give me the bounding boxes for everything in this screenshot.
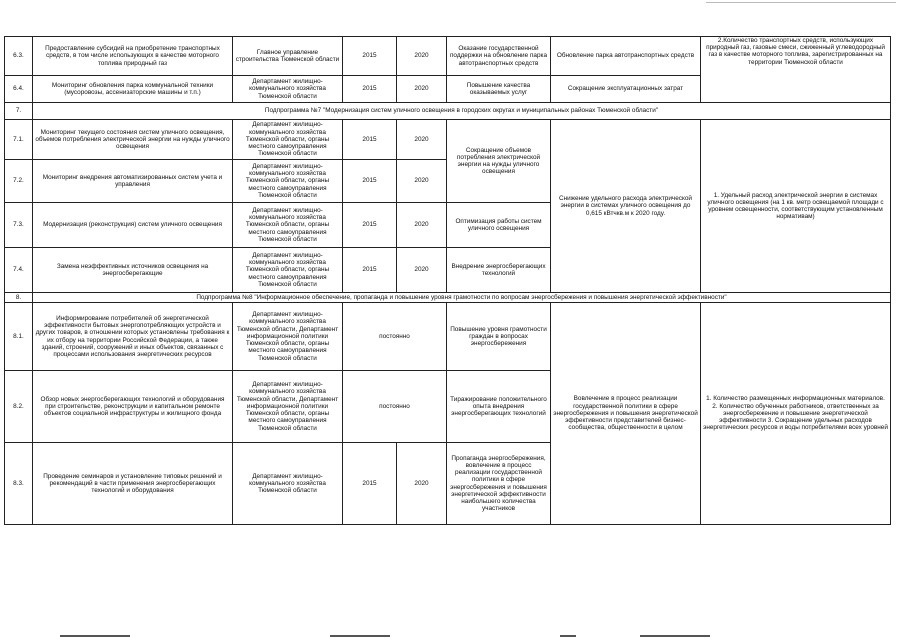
scan-edge-line [706, 2, 896, 3]
executor-cell: Департамент жилищно-коммунального хозяйства Тюменской области, органы местного самоуправления Тюменской области [233, 120, 343, 160]
row-number: 7.4. [5, 248, 33, 293]
indicator-cell: Пропаганда энергосбережения, вовлечение в процесс реализации государственной политики в сфере энергосбережения и повышения энергетической эффективности наибольшего количества участников [447, 443, 551, 525]
end-year-cell: 2020 [397, 160, 447, 203]
program-table [4, 36, 891, 525]
subprogram-title: Подпрограмма №8 "Информационное обеспечение, пропаганда и повышение уровня грамотности по вопросам энергосбережения и повышения энергетической эффективности" [33, 293, 891, 303]
event-cell: Мониторинг текущего состояния систем уличного освещения, объемов потребления электрической энергии на нужды уличного освещения [33, 120, 233, 160]
event-cell: Мониторинг обновления парка коммунальной техники (мусоровозы, ассенизаторские машины и т.п.) [33, 76, 233, 103]
result-cell: Снижение удельного расхода электрической энергии в системах уличного освещения до 0,615 кВтчкв.м к 2020 году. [551, 120, 701, 293]
subprogram-title: Подпрограмма №7 "Модернизация систем уличного освещения в городских округах и муниципальных районах Тюменской области" [33, 103, 891, 120]
executor-cell: Департамент жилищно-коммунального хозяйства Тюменской области, Департамент информационной политики Тюменской области, органы местного самоуправления Тюменской области [233, 371, 343, 443]
executor-cell: Главное управление строительства Тюменской области [233, 37, 343, 76]
executor-cell: Департамент жилищно-коммунального хозяйства Тюменской области [233, 443, 343, 525]
row-number: 8. [5, 293, 33, 303]
row-number: 7.1. [5, 120, 33, 160]
end-year-cell: 2020 [397, 203, 447, 248]
event-cell: Предоставление субсидий на приобретение транспортных средств, в том числе использующих в качестве моторного топлива природный газ [33, 37, 233, 76]
period-cell: постоянно [343, 371, 447, 443]
row-number: 6.4. [5, 76, 33, 103]
table-row [5, 303, 891, 371]
event-cell: Информирование потребителей об энергетической эффективности бытовых энергопотребляющих устройств и других товаров, в отношении которых установлены требования к их отбору на территории Российской Федерации, а также зданий, строений, сооружений и иных объектов, связанных с процессами использования энергетических ресурсов [33, 303, 233, 371]
start-year-cell: 2015 [343, 443, 397, 525]
result-cell: Сокращение эксплуатационных затрат [551, 76, 701, 103]
event-cell: Проведение семинаров и установление типовых решений и рекомендаций в части применения энергосберегающих технологий и оборудования [33, 443, 233, 525]
table-row [5, 37, 891, 76]
row-number: 7. [5, 103, 33, 120]
end-year-cell: 2020 [397, 248, 447, 293]
executor-cell: Департамент жилищно-коммунального хозяйства Тюменской области, органы местного самоуправления Тюменской области [233, 248, 343, 293]
indicator-cell: Тиражирование положительного опыта внедрения энергосберегающих технологий [447, 371, 551, 443]
end-year-cell: 2020 [397, 37, 447, 76]
scan-mark [60, 635, 130, 637]
indicator-cell: Внедрение энергосберегающих технологий [447, 248, 551, 293]
start-year-cell: 2015 [343, 248, 397, 293]
event-cell: Обзор новых энергосберегающих технологий и оборудования при строительстве, реконструкции и капитальном ремонте объектов социальной инфраструктуры и жилищного фонда [33, 371, 233, 443]
indicator-cell: Повышение качества оказываемых услуг [447, 76, 551, 103]
executor-cell: Департамент жилищно-коммунального хозяйства Тюменской области, органы местного самоуправления Тюменской области [233, 160, 343, 203]
subprogram-row [5, 103, 891, 120]
table-row [5, 120, 891, 160]
event-cell: Модернизация (реконструкция) систем уличного освещения [33, 203, 233, 248]
scan-bottom-marks [0, 632, 905, 640]
executor-cell: Департамент жилищно-коммунального хозяйства Тюменской области, органы местного самоуправления Тюменской области [233, 203, 343, 248]
target-indicator-cell: 1. Удельный расход электрической энергии в системах уличного освещения (на 1 кв. метр освещаемой площади с уровнем освещенности, соответствующим установленным нормативам) [701, 120, 891, 293]
executor-cell: Департамент жилищно-коммунального хозяйства Тюменской области, Департамент информационной политики Тюменской области, органы местного самоуправления Тюменской области [233, 303, 343, 371]
indicator-cell: Повышение уровня грамотности граждан в вопросах энергосбережения [447, 303, 551, 371]
start-year-cell: 2015 [343, 76, 397, 103]
start-year-cell: 2015 [343, 37, 397, 76]
event-cell: Замена неэффективных источников освещения на энергосберегающие [33, 248, 233, 293]
row-number: 8.2. [5, 371, 33, 443]
start-year-cell: 2015 [343, 203, 397, 248]
indicator-cell: Оптимизация работы систем уличного освещения [447, 203, 551, 248]
result-cell: Обновление парка автотранспортных средств [551, 37, 701, 76]
row-number: 8.1. [5, 303, 33, 371]
scan-mark [640, 635, 710, 637]
end-year-cell: 2020 [397, 76, 447, 103]
scan-mark [330, 635, 390, 637]
result-cell: Вовлечение в процесс реализации государственной политики в сфере энергосбережения и повышения энергетической эффективности представителей бизнес-сообщества, общественности в целом [551, 303, 701, 525]
row-number: 8.3. [5, 443, 33, 525]
subprogram-row [5, 293, 891, 303]
target-indicator-cell: 2.Количество транспортных средств, использующих природный газ, газовые смеси, сжиженный углеводородный газ в качестве моторного топлива, зарегистрированных на территории Тюменской области [701, 37, 891, 103]
target-indicator-cell: 1. Количество размещенных информационных материалов. 2. Количество обученных работников, ответственных за энергосбережение и повышение энергетической эффективности 3. Сокращение удельных расходов энергетических ресурсов и воды потребителями всех уровней [701, 303, 891, 525]
row-number: 6.3. [5, 37, 33, 76]
period-cell: постоянно [343, 303, 447, 371]
start-year-cell: 2015 [343, 160, 397, 203]
executor-cell: Департамент жилищно-коммунального хозяйства Тюменской области [233, 76, 343, 103]
start-year-cell: 2015 [343, 120, 397, 160]
indicator-cell: Оказание государственной поддержки на обновление парка автотранспортных средств [447, 37, 551, 76]
end-year-cell: 2020 [397, 443, 447, 525]
scan-mark [560, 635, 576, 637]
event-cell: Мониторинг внедрения автоматизированных систем учета и управления [33, 160, 233, 203]
indicator-cell: Сокращение объемов потребления электрической энергии на нужды уличного освещения [447, 120, 551, 203]
row-number: 7.3. [5, 203, 33, 248]
end-year-cell: 2020 [397, 120, 447, 160]
row-number: 7.2. [5, 160, 33, 203]
